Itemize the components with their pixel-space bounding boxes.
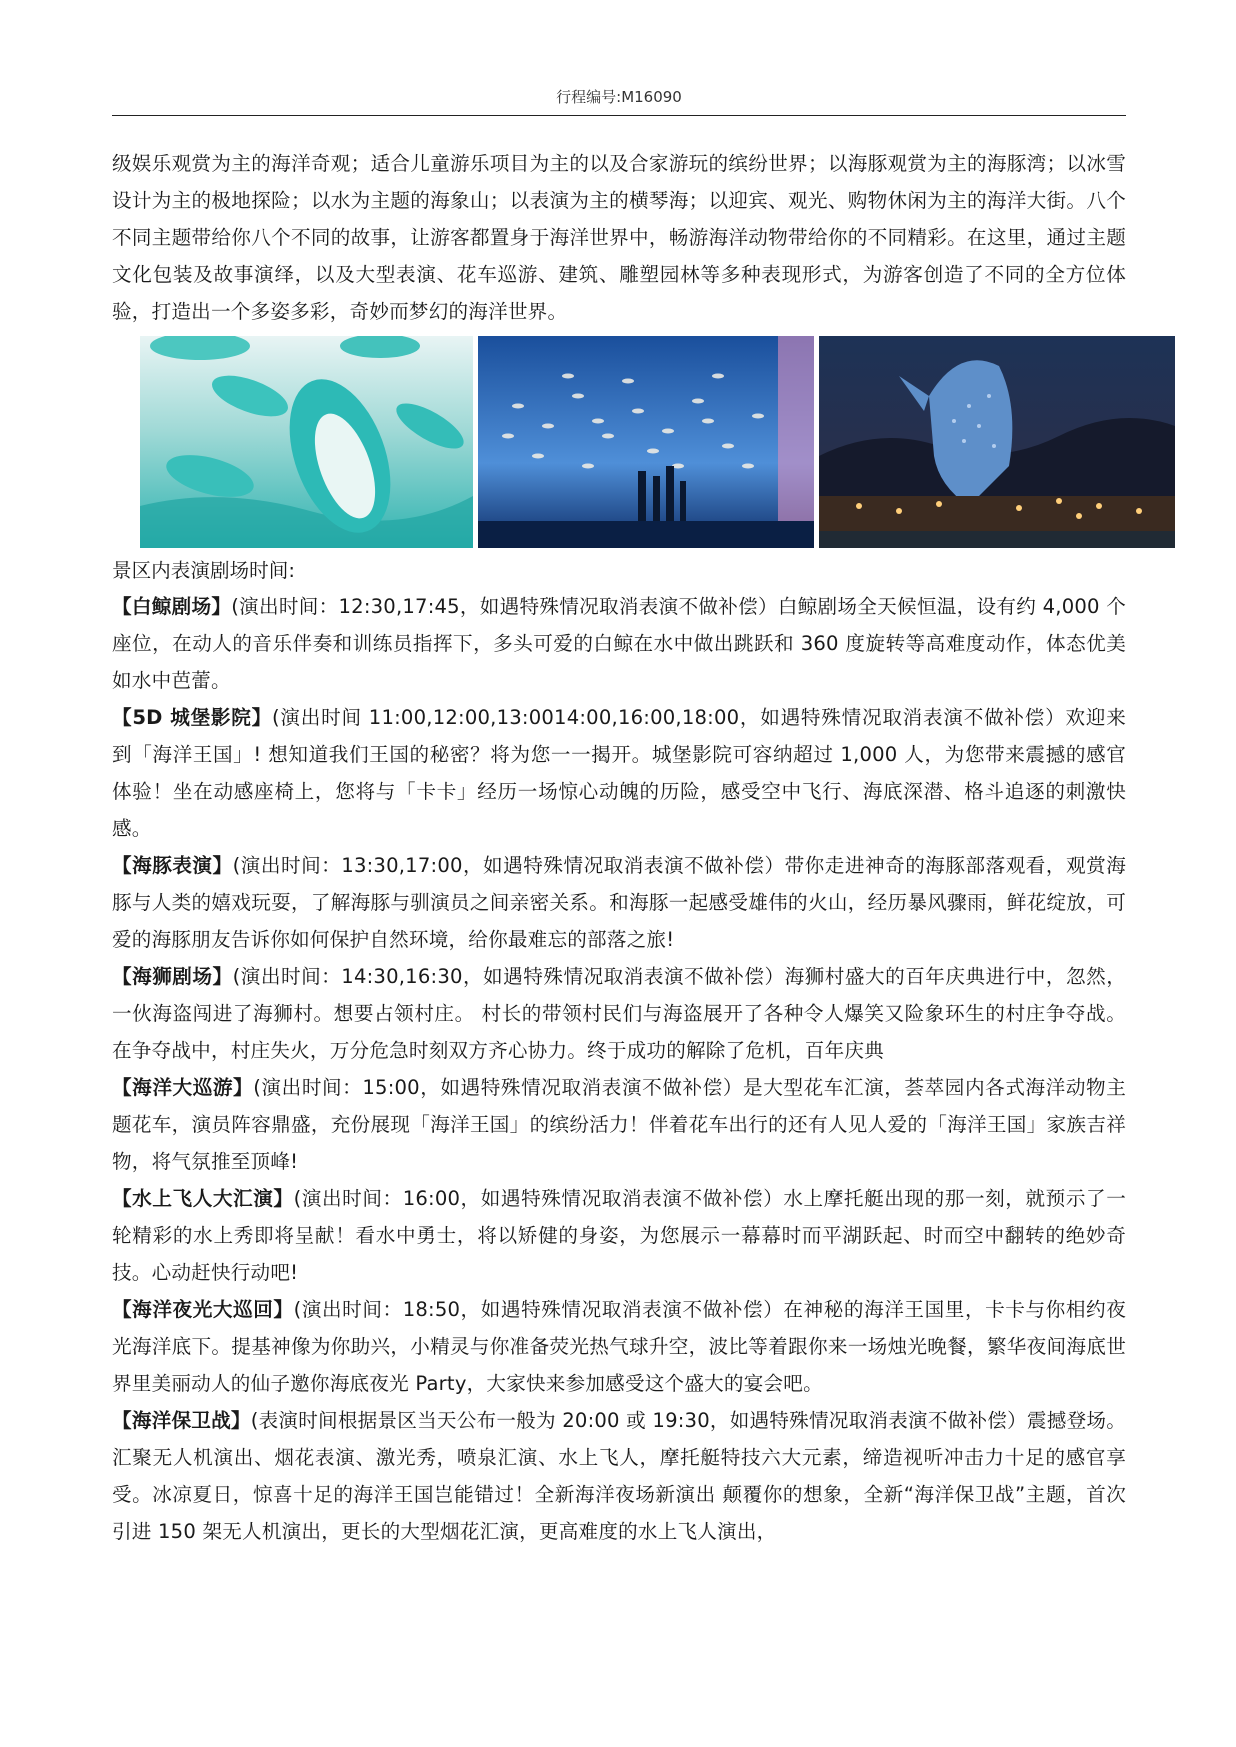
header-divider: [112, 115, 1126, 116]
document-body: [112, 145, 1126, 1550]
show-description: (演出时间：18:50，如遇特殊情况取消表演不做补偿）在神秘的海洋王国里，卡卡与你相约夜光海洋底下。提基神像为你助兴，小精灵与你准备荧光热气球升空，波比等着跟你来一场烛光晚餐，繁华夜间海底世界里美丽动人的仙子邀你海底夜光 Party，大家快来参加感受这个盛大的宴会吧。: [112, 1298, 1126, 1395]
show-paragraph: [112, 847, 1126, 958]
show-paragraph: [112, 1069, 1126, 1180]
show-description: (演出时间 11:00,12:00,13:0014:00,16:00,18:00，如遇特殊情况取消表演不做补偿）欢迎来到「海洋王国」! 想知道我们王国的秘密？将为您一一揭开。城堡影院可容纳超过 1,000 人，为您带来震撼的感官体验！坐在动感座椅上，您将与「卡卡」经历一场惊心动魄的历险，感受空中飞行、海底深潜、格斗追逐的刺激快感。: [112, 706, 1126, 840]
show-paragraph: [112, 1291, 1126, 1402]
show-paragraph: [112, 958, 1126, 1069]
show-name: 【海豚表演】: [112, 854, 233, 877]
aquarium-photo: [478, 336, 814, 548]
penguin-photo: [140, 336, 473, 548]
show-name: 【海洋夜光大巡回】: [112, 1298, 294, 1321]
show-paragraph: [112, 699, 1126, 847]
show-name: 【海洋大巡游】: [112, 1076, 254, 1099]
shows-schedule-heading: 景区内表演剧场时间:: [112, 559, 295, 582]
show-name: 【白鲸剧场】: [112, 595, 232, 618]
show-name: 【海洋保卫战】: [112, 1409, 251, 1432]
show-description: (演出时间：15:00，如遇特殊情况取消表演不做补偿）是大型花车汇演，荟萃园内各式海洋动物主题花车，演员阵容鼎盛，充份展现「海洋王国」的缤纷活力！伴着花车出行的还有人见人爱的「海洋王国」家族吉祥物，将气氛推至顶峰!: [112, 1076, 1127, 1173]
show-description: (演出时间：13:30,17:00，如遇特殊情况取消表演不做补偿）带你走进神奇的海豚部落观看，观赏海豚与人类的嬉戏玩耍，了解海豚与驯演员之间亲密关系。和海豚一起感受雄伟的火山，经历暴风骤雨，鲜花绽放，可爱的海豚朋友告诉你如何保护自然环境，给你最难忘的部落之旅!: [112, 854, 1127, 951]
show-name: 【水上飞人大汇演】: [112, 1187, 294, 1210]
show-paragraph: [112, 1180, 1126, 1291]
show-description: (演出时间：14:30,16:30，如遇特殊情况取消表演不做补偿）海狮村盛大的百年庆典进行中，忽然，一伙海盗闯进了海狮村。想要占领村庄。 村长的带领村民们与海盗展开了各种令人爆笑又险象环生的村庄争夺战。 在争夺战中，村庄失火，万分危急时刻双方齐心协力。终于成功的解除了危机，百年庆典: [112, 965, 1127, 1062]
park-intro-paragraph: 级娱乐观赏为主的海洋奇观；适合儿童游乐项目为主的以及合家游玩的缤纷世界；以海豚观赏为主的海豚湾；以冰雪设计为主的极地探险；以水为主题的海象山；以表演为主的横琴海；以迎宾、观光、购物休闲为主的海洋大街。八个不同主题带给你八个不同的故事，让游客都置身于海洋世界中，畅游海洋动物带给你的不同精彩。在这里，通过主题文化包装及故事演绎，以及大型表演、花车巡游、建筑、雕塑园林等多种表现形式，为游客创造了不同的全方位体验，打造出一个多姿多彩，奇妙而梦幻的海洋世界。: [112, 152, 1126, 323]
whale-shark-photo: [819, 336, 1175, 548]
show-name: 【海狮剧场】: [112, 965, 233, 988]
show-paragraph: [112, 588, 1126, 699]
show-description: (表演时间根据景区当天公布一般为 20:00 或 19:30，如遇特殊情况取消表演不做补偿）震撼登场。汇聚无人机演出、烟花表演、激光秀，喷泉汇演、水上飞人，摩托艇特技六大元素，缔造视听冲击力十足的感官享受。冰凉夏日，惊喜十足的海洋王国岂能错过！全新海洋夜场新演出 颠覆你的想象，全新“海洋保卫战”主题，首次引进 150 架无人机演出，更长的大型烟花汇演，更高难度的水上飞人演出，: [112, 1409, 1126, 1543]
show-paragraph: [112, 1402, 1126, 1550]
itinerary-code: 行程编号:M16090: [556, 88, 682, 106]
show-description: (演出时间：16:00，如遇特殊情况取消表演不做补偿）水上摩托艇出现的那一刻，就预示了一轮精彩的水上秀即将呈献！看水中勇士，将以矫健的身姿，为您展示一幕幕时而平湖跃起、时而空中翻转的绝妙奇技。心动赶快行动吧!: [112, 1187, 1126, 1284]
shows-list: [112, 588, 1126, 1550]
photo-strip: [140, 336, 1176, 548]
show-name: 【5D 城堡影院】: [112, 706, 272, 729]
show-description: (演出时间：12:30,17:45，如遇特殊情况取消表演不做补偿）白鲸剧场全天候恒温，设有约 4,000 个座位，在动人的音乐伴奏和训练员指挥下，多头可爱的白鲸在水中做出跳跃和 360 度旋转等高难度动作，体态优美如水中芭蕾。: [112, 595, 1126, 692]
